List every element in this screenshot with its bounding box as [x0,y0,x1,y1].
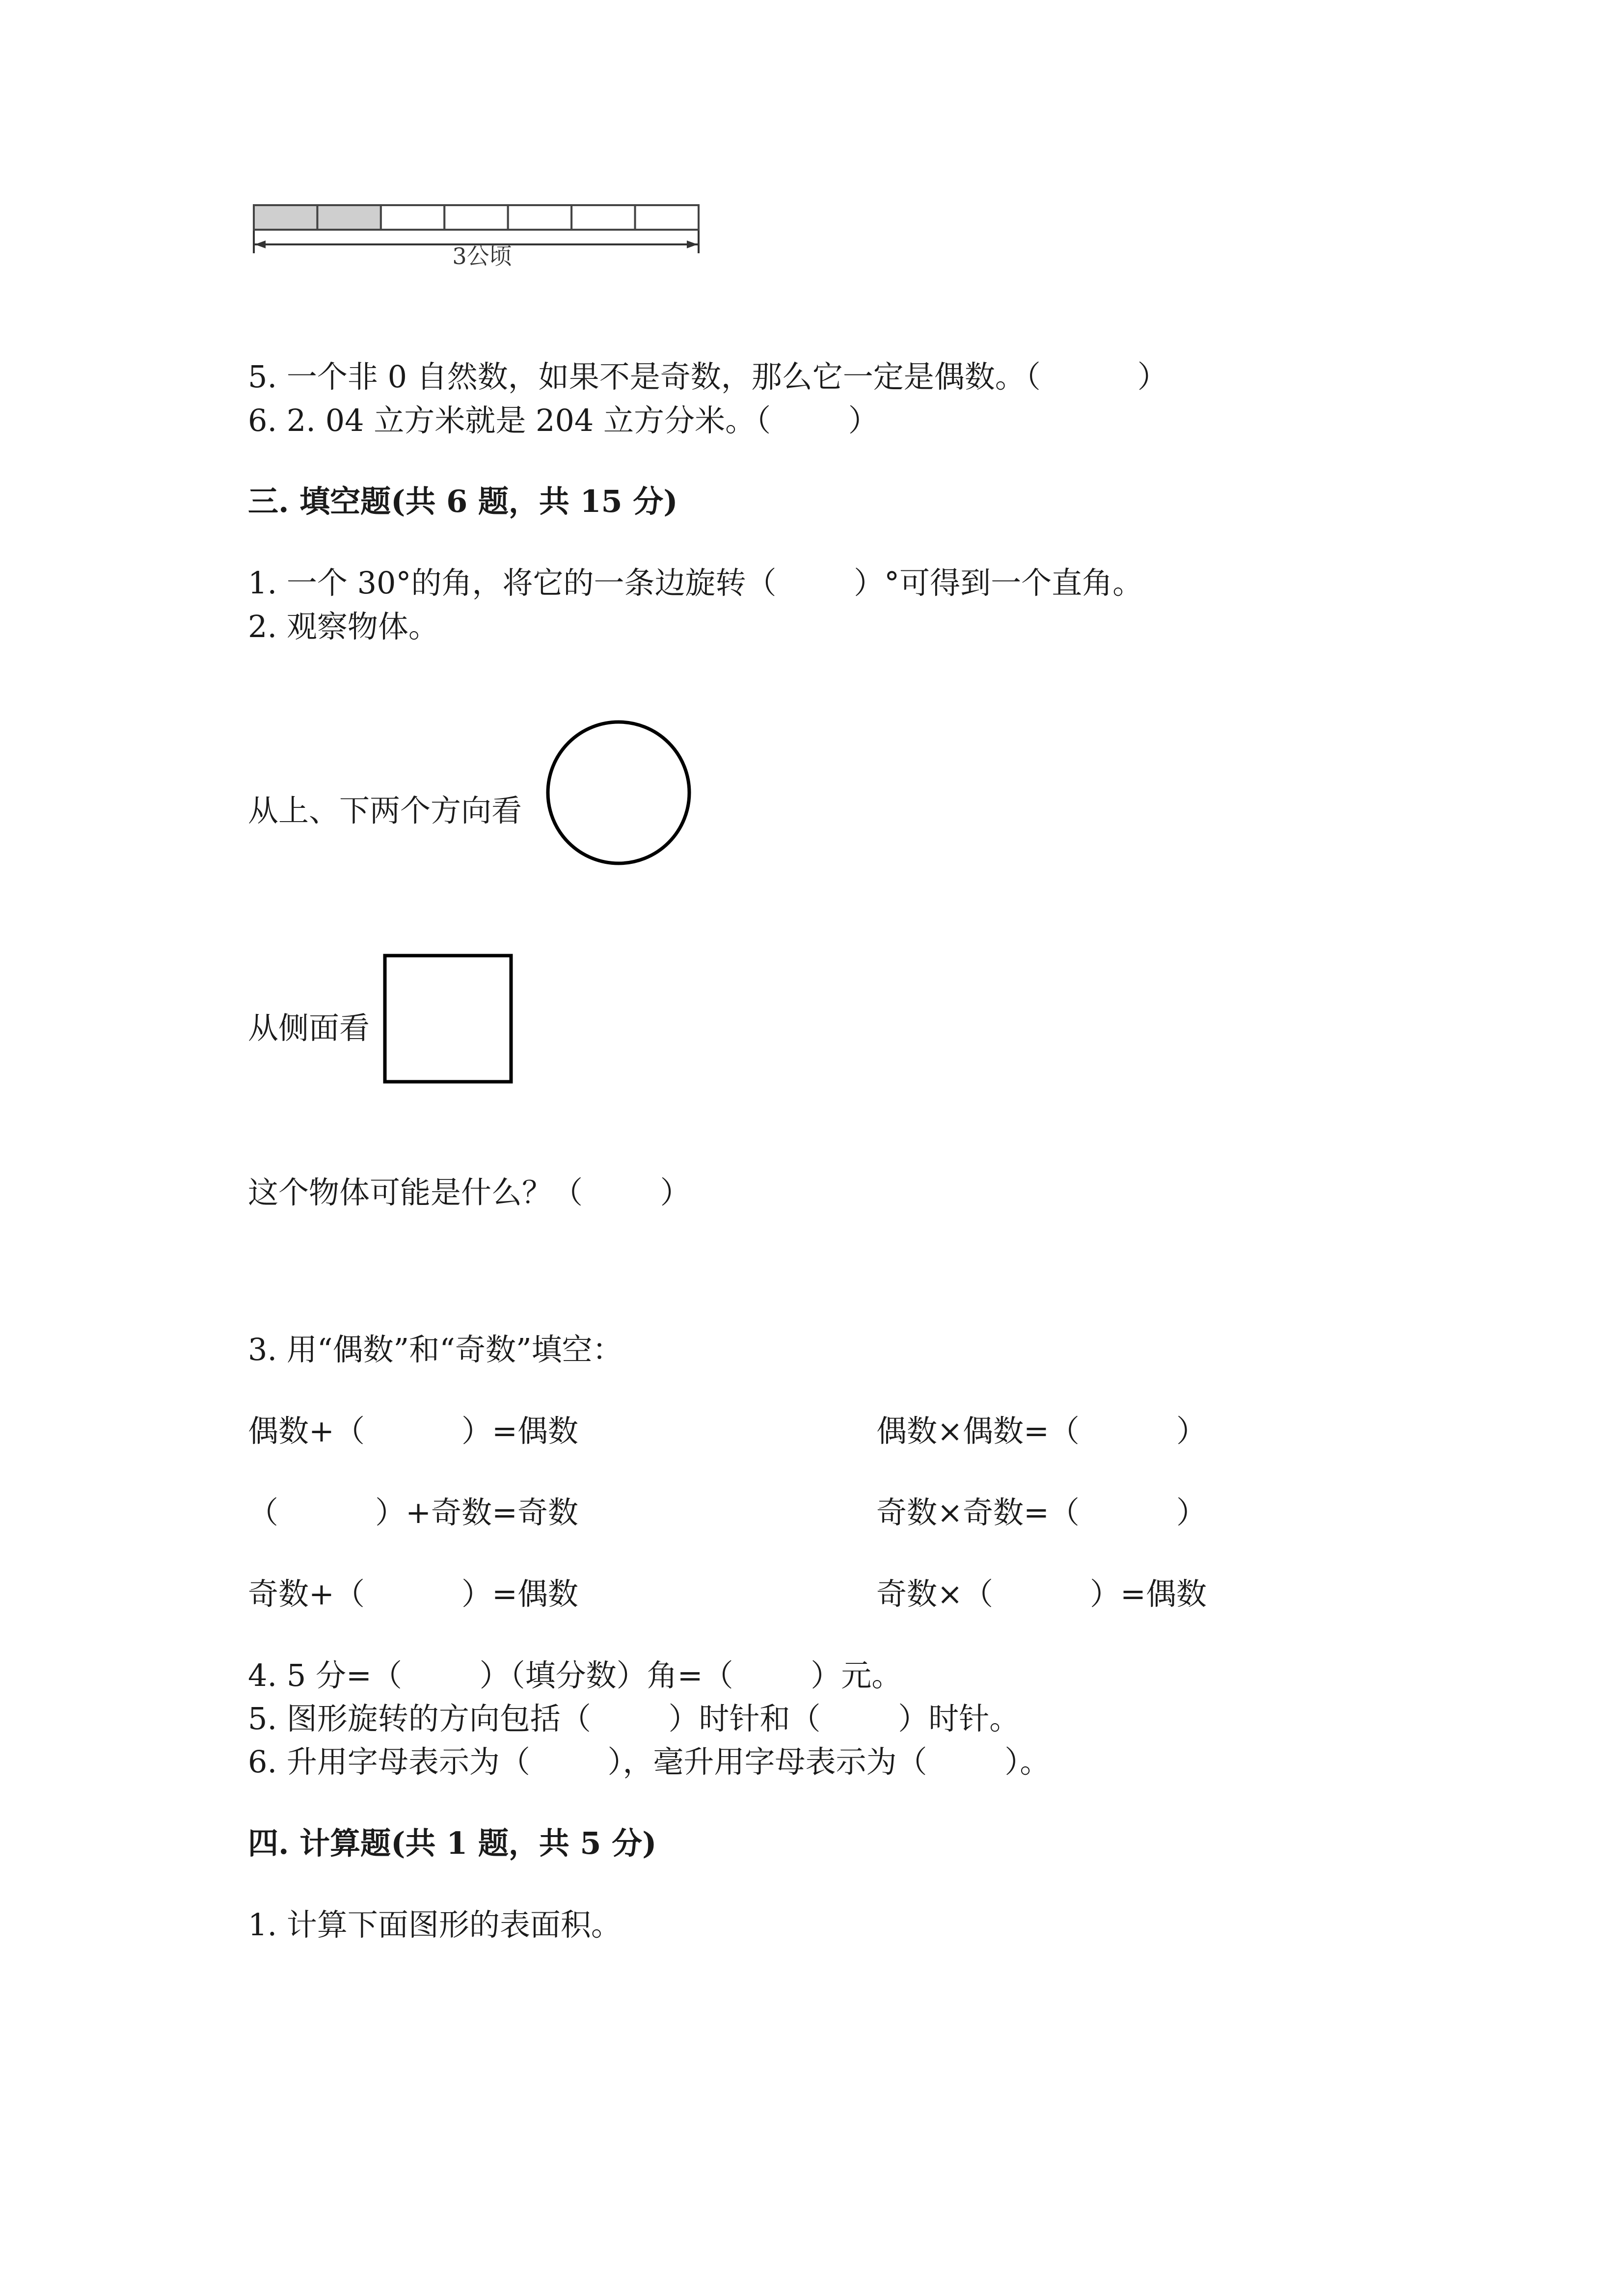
q3-right-row-3: 奇数×（ ）=偶数 [876,1576,1207,1612]
q3-right-row-1: 偶数×偶数=（ ） [876,1413,1207,1449]
area-bar-cell [444,205,508,230]
q3-left-row-2: （ ）+奇数=奇数 [248,1495,578,1530]
section4-q1: 1. 计算下面图形的表面积。 [248,1907,622,1943]
area-bar-arrow-right-head [687,240,698,248]
circle-view-figure [545,719,692,866]
area-bar-cell-shaded [317,205,380,230]
area-bar-arrow-left-head [255,240,266,248]
section3-q3-title: 3. 用“偶数”和“奇数”填空： [248,1332,623,1367]
area-bar-cells [254,205,699,230]
section3-q2-top-label: 从上、下两个方向看 [248,793,522,828]
section3-q5: 5. 图形旋转的方向包括（ ）时针和（ ）时针。 [248,1701,1020,1736]
section3-q2-side-label: 从侧面看 [248,1010,370,1046]
area-bar-cell-shaded [254,205,317,230]
square-view-figure [383,954,513,1084]
judgement-q5: 5. 一个非 0 自然数，如果不是奇数，那么它一定是偶数。（ ） [248,359,1168,395]
area-bar-cell [508,205,571,230]
q3-left-row-1: 偶数+（ ）=偶数 [248,1413,578,1449]
judgement-q6: 6. 2. 04 立方米就是 204 立方分米。（ ） [248,402,879,438]
section3-q1: 1. 一个 30°的角，将它的一条边旋转（ ）°可得到一个直角。 [248,565,1143,601]
q3-left-row-3: 奇数+（ ）=偶数 [248,1576,578,1612]
area-bar-cell [571,205,635,230]
circle-shape [548,722,689,863]
square-shape [385,956,511,1082]
section3-q6: 6. 升用字母表示为（ ），毫升用字母表示为（ ）。 [248,1744,1051,1780]
q3-right-row-2: 奇数×奇数=（ ） [876,1495,1207,1530]
area-bar-cell [635,205,699,230]
section4-title: 四. 计算题(共 1 题，共 5 分) [248,1825,657,1861]
section3-q4: 4. 5 分=（ ）（填分数）角=（ ）元。 [248,1657,902,1693]
section3-title: 三. 填空题(共 6 题，共 15 分) [248,483,678,519]
section3-q2-question: 这个物体可能是什么？（ ） [248,1175,691,1210]
area-bar-figure [248,196,704,275]
area-bar-label: 3公顷 [452,243,512,269]
section3-q2-title: 2. 观察物体。 [248,609,439,644]
area-bar-cell [381,205,444,230]
